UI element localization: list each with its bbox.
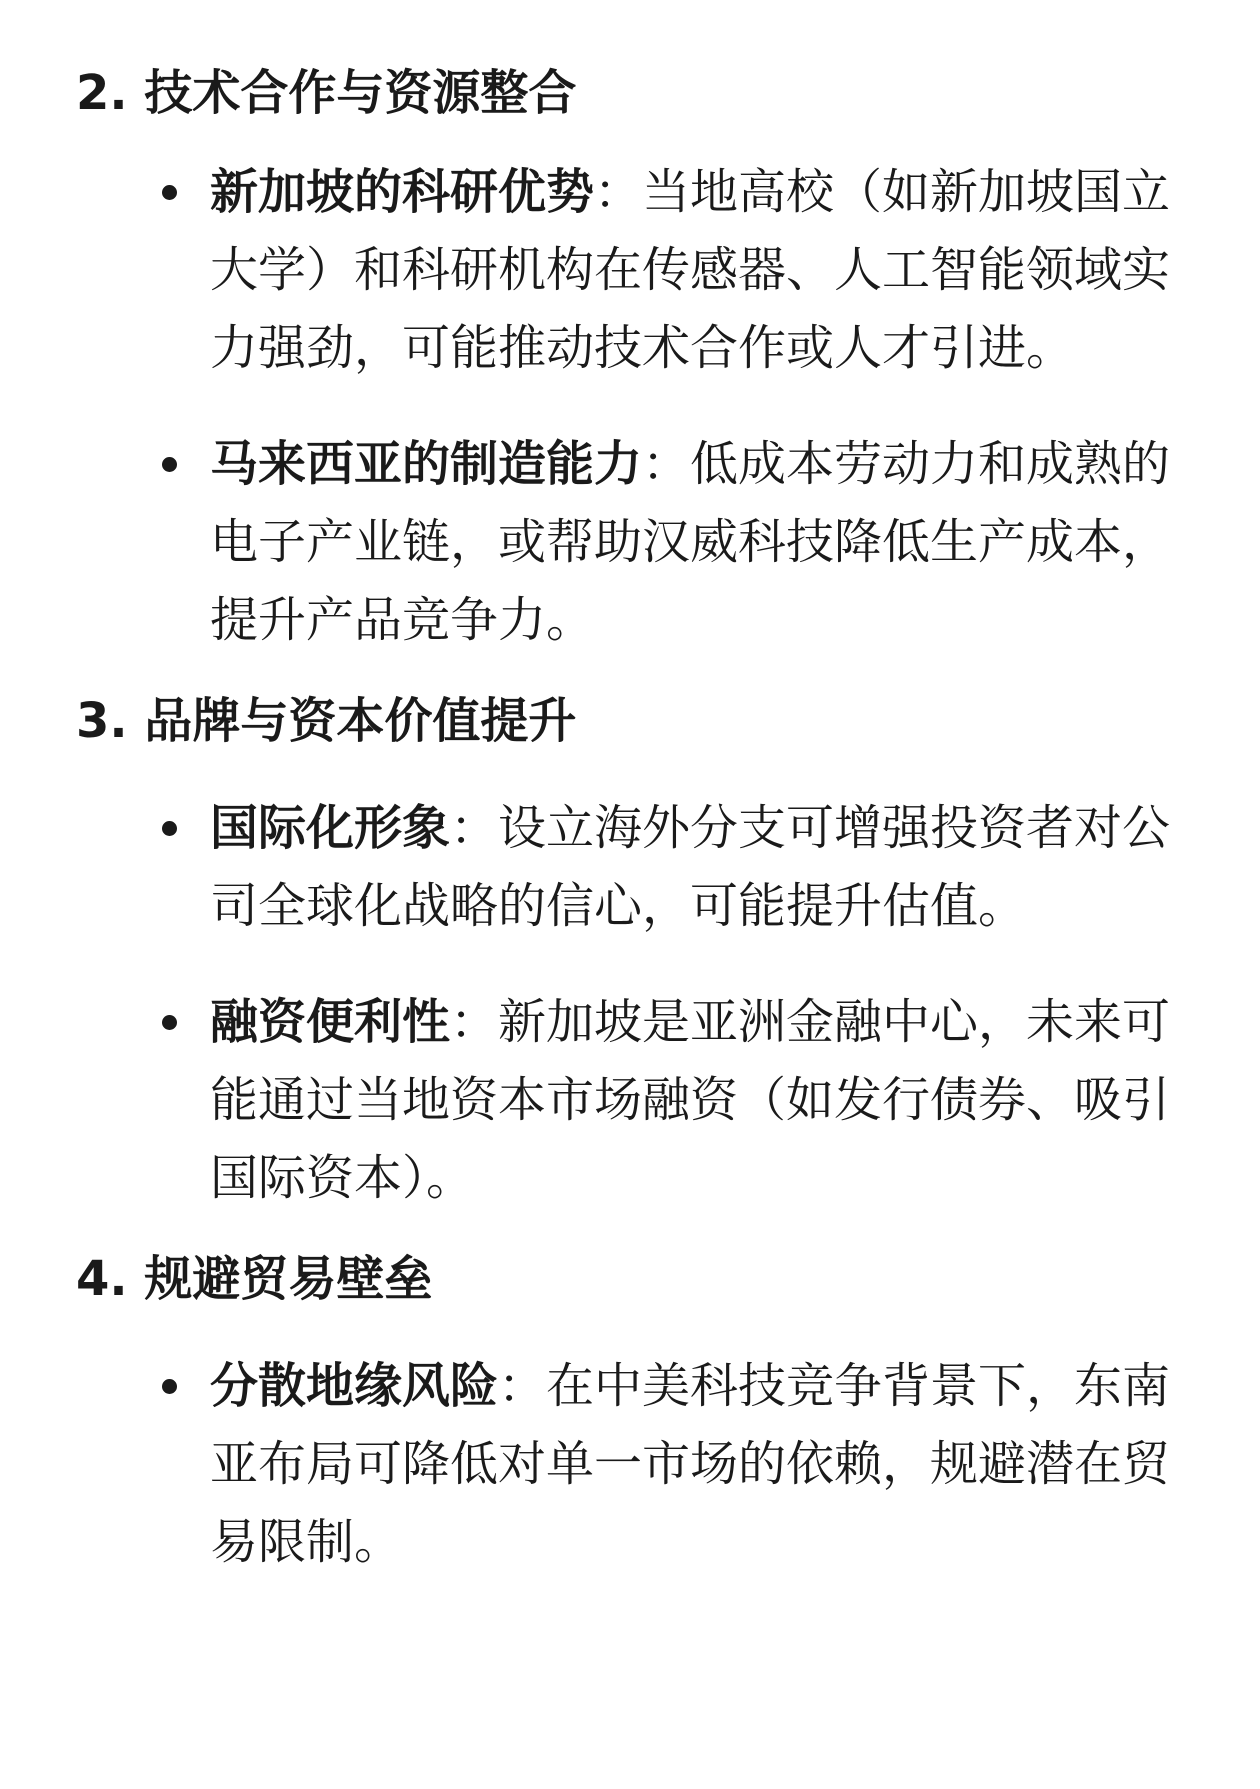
list-item bbox=[76, 1347, 1194, 1581]
bullet-colon: ： bbox=[450, 800, 499, 856]
bullet-term: 国际化形象 bbox=[210, 800, 451, 856]
section-heading: 4. 规避贸易壁垒 bbox=[76, 1251, 433, 1307]
section-brand-capital bbox=[76, 683, 1194, 1217]
bullet-text: 新加坡是亚洲金融中心，未来可能通过当地资本市场融资（如发行债券、吸引国际资本）。 bbox=[210, 994, 1171, 1206]
bullet-term: 马来西亚的制造能力 bbox=[210, 436, 643, 492]
bullet-text: 设立海外分支可增强投资者对公司全球化战略的信心，可能提升估值。 bbox=[210, 800, 1171, 934]
bullet-text: 在中美科技竞争背景下，东南亚布局可降低对单一市场的依赖，规避潜在贸易限制。 bbox=[210, 1358, 1171, 1570]
section-heading: 3. 品牌与资本价值提升 bbox=[76, 693, 577, 749]
bullet-dot-icon bbox=[162, 1379, 177, 1394]
bullet-colon: ： bbox=[450, 994, 499, 1050]
list-item bbox=[76, 153, 1194, 387]
bullet-colon: ： bbox=[642, 436, 691, 492]
bullet-colon: ： bbox=[594, 164, 643, 220]
list-item bbox=[76, 983, 1194, 1217]
bullet-dot-icon bbox=[162, 821, 177, 836]
section-heading: 2. 技术合作与资源整合 bbox=[76, 65, 577, 121]
bullet-list bbox=[76, 153, 1194, 659]
bullet-term: 融资便利性 bbox=[210, 994, 451, 1050]
bullet-dot-icon bbox=[162, 185, 177, 200]
bullet-list bbox=[76, 1347, 1194, 1581]
bullet-term: 新加坡的科研优势 bbox=[210, 164, 595, 220]
bullet-text: 当地高校（如新加坡国立大学）和科研机构在传感器、人工智能领域实力强劲，可能推动技术合作或人才引进。 bbox=[210, 164, 1171, 376]
bullet-colon: ： bbox=[498, 1358, 547, 1414]
list-item bbox=[76, 425, 1194, 659]
bullet-dot-icon bbox=[162, 1015, 177, 1030]
section-trade-barriers bbox=[76, 1241, 1194, 1581]
bullet-dot-icon bbox=[162, 457, 177, 472]
list-item bbox=[76, 789, 1194, 945]
bullet-text: 低成本劳动力和成熟的电子产业链，或帮助汉威科技降低生产成本，提升产品竞争力。 bbox=[210, 436, 1171, 648]
bullet-list bbox=[76, 789, 1194, 1217]
section-tech-cooperation bbox=[76, 55, 1194, 659]
bullet-term: 分散地缘风险 bbox=[210, 1358, 499, 1414]
